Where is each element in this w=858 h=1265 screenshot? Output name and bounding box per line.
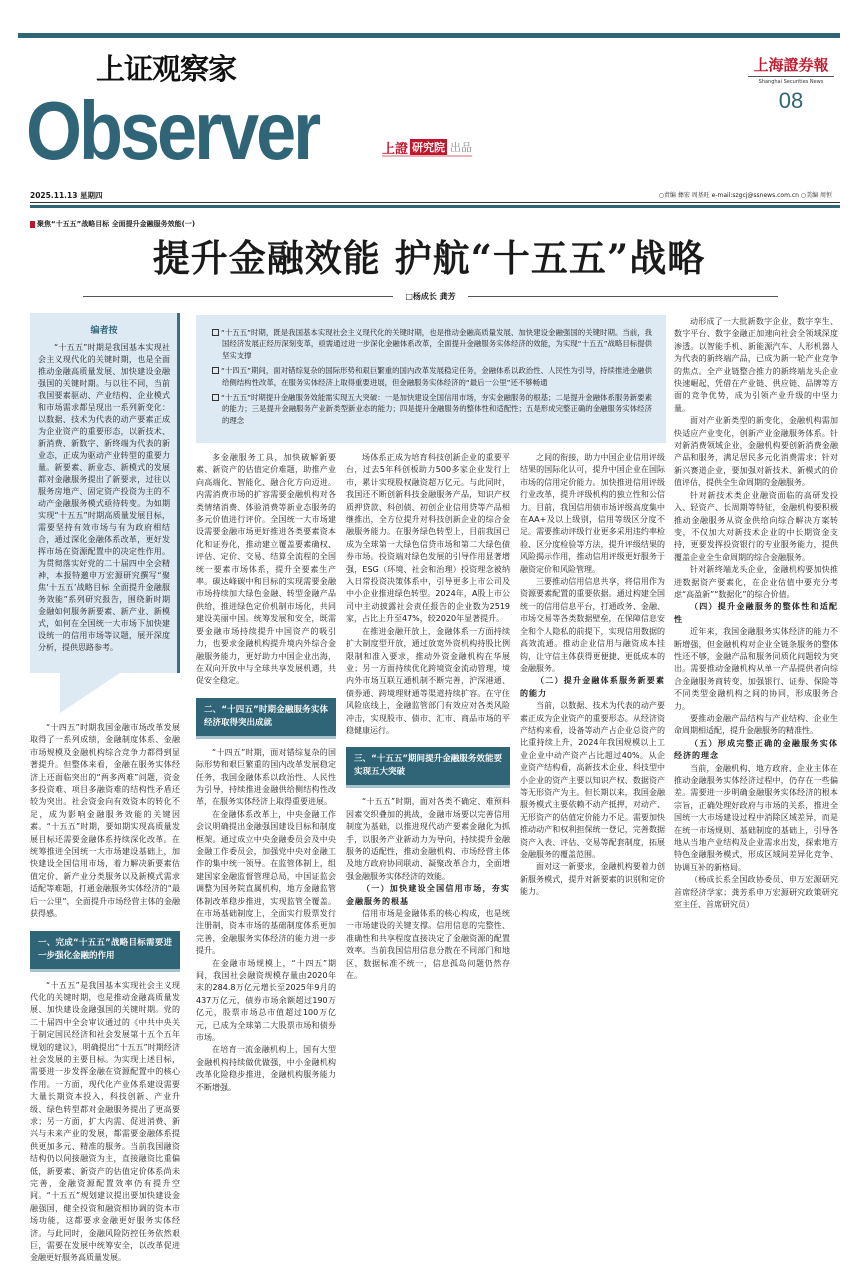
paragraph: “十五五”是我国基本实现社会主义现代化的关键时期，也是推动金融高质量发展、加快建设金融强国的关键时期。党的二十届四中全会审议通过的《中共中央关于制定国民经济和社会发展第十五个五年规划的建议》，明确提出“十五五”时期经济社会发展的主要目标。为实现上述目标，需要进一步发挥金融在资源配置中的核心作用。一方面，现代化产业体系建设需要大量长期资本投入，科技创新、产业升级、绿色转型都对金融服务提出了更高要求；另一方面，扩大内需、促进消费、新兴与未来产业的发展，都需要金融体系提供更加多元、精准的服务。当前我国融资结构仍以间接融资为主，直接融资比重偏低，新要素、新资产的估值定价体系尚未完善，金融资源配置效率仍有提升空间。“十五五”规划建议提出要加快建设金融强国，健全投资和融资相协调的资本市场功能，这都要求金融更好服务实体经济。与此同时，金融风险防控任务依然艰巨，需要在发展中统筹安全，以改革促进金融更好服务高质量发展。 xyxy=(30,980,180,1263)
publisher-logo: 上證 xyxy=(382,141,409,157)
kicker-text: 聚焦“十五五”战略目标 全面提升金融服务效能(一) xyxy=(37,220,196,228)
article-column-5 xyxy=(674,316,838,1240)
article-column-3 xyxy=(346,452,510,1240)
paragraph: 信用市场是金融体系的核心构成，也是统一市场建设的关键支撑。信用信息的完整性、准确性和共享程度直接决定了金融资源的配置效率。当前我国信用信息分散在不同部门和地区，数据标准不统一，信息孤岛问题仍然存在。 xyxy=(346,909,510,981)
speech-bubble-tail xyxy=(60,673,120,713)
paragraph: 针对新技术类企业融资面临的高研发投入、轻资产、长周期等特征，金融机构要积极推动金融服务从资金供给向综合解决方案转变，不仅加大对新技术企业的中长期资金支持，更要发挥投资银行的专业服务能力，提供覆盖企业全生命周期的综合金融服务。 xyxy=(674,490,838,562)
top-rule xyxy=(18,33,840,38)
editor-note xyxy=(30,313,180,673)
paragraph: 之间的衔接，助力中国企业信用评级结果的国际化认可，提升中国企业在国际市场的信用定价能力。加快推进信用评级行业改革，提升评级机构的独立性和公信力。目前，我国信用债市场评级高度集中在AA+及以上级别，信用等级区分度不足。需要推动评级行业更多采用违约率检验、区分度检验等方法，提升评级结果的风险揭示作用，推动信用评级更好服务于融资定价和风险管理。 xyxy=(520,453,665,574)
paragraph: 在培育一流金融机构上，国有大型金融机构持续做优做强，中小金融机构改革化险稳步推进，金融机构服务能力不断增强。 xyxy=(196,1045,336,1092)
paragraph: 要推动金融产品结构与产业结构、企业生命周期相适配，提升金融服务的精准性。 xyxy=(674,714,838,736)
paragraph: 多金融服务工具，加快破解新要素、新资产的估值定价难题，助推产业向高端化、智能化、融合化方向迈进。内需消费市场的扩容需要金融机构对各类情绪消费、体验消费等新业态服务的多元价值进行评价。全国统一大市场建设需要金融市场更好推进各类要素资本化和证券化，推动建立覆盖要素确权、评估、定价、交易、结算全流程的全国统一要素市场体系，提升全要素生产率。碳达峰碳中和目标的实现需要金融市场持续加大绿色金融、转型金融产品供给，推进绿色定价机制市场化，共同建设美丽中国。统筹发展和安全，既需要金融市场持续提升中国资产的吸引力，也要求金融机构提升境内外综合金融服务能力，更好助力中国企业出海，在双向开放中与全球共享发展机遇，共促安全稳定。 xyxy=(196,453,336,686)
paragraph: 动形成了一大批新数字企业，数字孪生、数字平台、数字金融正加速向社会全领域深度渗透。以智能手机、新能源汽车、人形机器人为代表的新终端产品，已成为新一轮产业竞争的焦点。全产业链整合推力的新终端龙头企业快速崛起，凭借在产业链、供应链、品牌等方面的竞争优势，成为引领产业升级的中坚力量。 xyxy=(674,317,838,413)
summary-item: “十四五”期间，面对错综复杂的国际形势和艰巨繁重的国内改革发展稳定任务，金融体系以政治性、人民性为引导，持续推进金融供给侧结构性改革，在服务实体经济上取得重要进展，但金融服务实体经济的“最后一公里”还不够畅通 xyxy=(212,365,652,388)
issue-date: 2025.11.13 星期四 xyxy=(30,191,103,200)
paragraph: 在金融体系改革上，中央金融工作会议明确提出金融强国建设目标和制度框架。通过成立中央金融委员会及中央金融工作委员会，加强党中央对金融工作的集中统一领导。在监管体制上，组建国家金融监督管理总局，中国证监会调整为国务院直属机构，地方金融监管体制改革稳步推进，实现监管全覆盖。在市场基础制度上，全面实行股票发行注册制，资本市场的基础制度体系更加完善，金融服务实体经济的能力进一步提升。 xyxy=(196,809,336,956)
page-number: 08 xyxy=(778,88,804,113)
author-bio: （杨成长系全国政协委员、申万宏源研究首席经济学家；龚芳系申万宏源研究政策研究室主任、首席研究员） xyxy=(674,875,838,910)
divider xyxy=(30,205,840,208)
subheading: （五）形成完整正确的金融服务实体经济的理念 xyxy=(674,738,838,761)
author-names: □杨成长 龚芳 xyxy=(405,292,456,301)
subheading: （四）提升金融服务的整体性和适配性 xyxy=(674,602,838,624)
newspaper-logo xyxy=(748,54,834,114)
editor-credits: ○责编 彝宏 周基旺 e-mail:szgcj@ssnews.com.cn ○美编 周恒 xyxy=(658,192,832,199)
paragraph: 在金融市场规模上，“十四五”期间，我国社会融资规模存量由2020年末的284.8万亿元增长至2025年9月的437万亿元，债券市场余额超过190万亿元，股票市场总市值超过100万亿元，已成为全球第二大股票市场和债券市场。 xyxy=(196,958,336,1043)
publisher-institute: 研究院 xyxy=(412,141,446,154)
red-square-icon xyxy=(30,221,35,228)
paragraph: 当前，金融机构、地方政府、企业主体在推动金融服务实体经济过程中，仍存在一些偏差。需要进一步明确金融服务实体经济的根本宗旨，正确处理好政府与市场的关系，推进全国统一大市场建设过程中消除区域差异，而是在统一市场规则、基础制度的基础上，引导各地从当地产业结构及企业需求出发，探索地方特色金融服务模式，形成区域间差异化竞争、协调互补的新格局。 xyxy=(674,763,838,872)
section-heading: 二、“十四五”时期金融服务实体经济取得突出成就 xyxy=(196,698,336,739)
summary-item: “十五五”时期，既是我国基本实现社会主义现代化的关键时期，也是推动金融高质量发展、加快建设金融强国的关键时期。当前，我国经济发展正经历深刻变革，亟需通过进一步深化金融体系改革，全面提升金融服务实体经济的效能，为实现“十五五”战略目标提供坚实支撑 xyxy=(212,327,652,361)
article-column-4 xyxy=(520,452,665,1240)
editor-note-title: 编者按 xyxy=(90,326,118,336)
summary-item: “十五五”时期提升金融服务效能需实现五大突破：一是加快建设全国信用市场，夯实金融服务的根基；二是提升金融体系服务新要素的能力；三是提升金融服务产业新类型新业态的能力；四是提升金融服务的整体性和适配性；五是形成完整正确的金融服务实体经济的理念 xyxy=(212,392,652,426)
paragraph: 面对产业新类型的新变化，金融机构需加快适应产业变化，创新产业金融服务体系。针对新消费领域企业，金融机构要创新消费金融产品和服务，满足居民多元化消费需求；针对新兴赛道企业，要加强对新技术、新模式的价值评估，提供全生命周期的金融服务。 xyxy=(674,416,838,488)
newspaper-name: 上海證券報 xyxy=(748,54,834,77)
series-kicker xyxy=(30,220,195,229)
section-title-en: Observer xyxy=(26,85,319,178)
publisher-produced: 出品 xyxy=(450,141,473,154)
article-column-2 xyxy=(196,452,336,1240)
paragraph: “十四五”时期，面对错综复杂的国际形势和艰巨繁重的国内改革发展稳定任务，我国金融体系以政治性、人民性为引导，持续推进金融供给侧结构性改革，在服务实体经济上取得重要进展。 xyxy=(196,747,336,807)
subheading: （二）提升金融体系服务新要素的能力 xyxy=(520,676,665,698)
section-heading: 一、完成“十五五”战略目标需要进一步强化金融的作用 xyxy=(30,931,180,972)
paragraph: 场体系正成为培育科技创新企业的重要平台，过去5年科创板助力500多家企业发行上市，累计实现股权融资超万亿元。与此同时，我国还不断创新科技金融服务产品，知识产权质押贷款、科创债、初创企业信用贷等产品相继推出，全方位提升对科技创新企业的综合金融服务能力。在服务绿色转型上，目前我国已成为全球第一大绿色信贷市场和第二大绿色债券市场。投资端对绿色发展的引导作用显著增强，ESG（环境、社会和治理）投资理念被纳入日常投资决策体系中，引导更多上市公司及中小企业推进绿色转型。2024年，A股上市公司中主动披露社会责任报告的企业数为2519家，占比上升至47%，较2020年显著提升。 xyxy=(346,453,510,624)
paragraph: “十五五”时期，面对各类不确定、难预料因素交织叠加的挑战，金融市场要以完善信用制度为基础，以推进现代动产要素金融化为抓手，以服务产业新动力为导向，持续提升金融服务的适配性，推动金融机构、市场经营主体及地方政府协同联动、凝聚改革合力，全面增强金融服务实体经济的效能。 xyxy=(346,797,510,881)
section-title-cn: 上证观察家 xyxy=(96,52,237,86)
paragraph: “十四五”时期我国金融市场改革发展取得了一系列成绩，金融制度体系、金融市场规模及金融机构综合竞争力都得到显著提升。但整体来看，金融在服务实体经济上还面临突出的“两多两难”问题，资金多投资难、项目多融资难的结构性矛盾还较为突出。社会资金向有效资本的转化不足，成为影响金融服务效能的关键因素。“十五五”时期，要如期实现高质量发展目标还需要金融体系持续深化改革。在统筹推进全国统一大市场建设基础上，加快建设全国信用市场，着力解决新要素估值定价、新产业分类服务以及新模式需求适配等难题，打通金融服务实体经济的“最后一公里”，全面提升市场经营主体的金融获得感。 xyxy=(30,723,180,919)
article-column-1 xyxy=(30,722,180,1263)
subheading: （一）加快建设全国信用市场，夯实金融服务的根基 xyxy=(346,884,510,906)
byline xyxy=(83,291,778,302)
headline: 提升金融效能 护航“十五五”战略 xyxy=(152,236,706,280)
paragraph: 三要推动信用信息共享，将信用作为资源要素配置的重要依据。通过构建全国统一的信用信息平台，打通政务、金融、市场交易等各类数据壁垒，在保障信息安全和个人隐私的前提下，实现信用数据的高效流通。推动企业信用与融资成本挂钩，让守信主体获得更便捷、更低成本的金融服务。 xyxy=(520,577,665,673)
section-heading: 三、“十五五”期间提升金融服务效能要实现五大突破 xyxy=(346,747,510,788)
newspaper-name-en: Shanghai Securities News xyxy=(758,79,824,85)
divider xyxy=(30,202,840,203)
publisher-mark xyxy=(382,139,472,157)
paragraph: 当前，以数据、技术为代表的动产要素正成为企业资产的重要形态。从经济资产结构来看，设备等动产占企业总资产的比重持续上升，2024年我国规模以上工业企业中动产资产占比超过40%。从企业资产结构看，高新技术企业、科技型中小企业的资产主要以知识产权、数据资产等无形资产为主。但长期以来，我国金融服务模式主要依赖不动产抵押，对动产、无形资产的估值定价能力不足。需要加快推动动产和权利担保统一登记，完善数据资产入表、评估、交易等配套制度，拓展金融服务的覆盖范围。 xyxy=(520,701,665,859)
summary-box xyxy=(196,315,666,443)
paragraph: 近年来，我国金融服务实体经济的能力不断增强，但金融机构对企业全链条服务的整体性还不够，金融产品和服务同质化问题较为突出。需要推动金融机构从单一产品提供者向综合金融服务商转变，加强银行、证券、保险等不同类型金融机构之间的协同，形成服务合力。 xyxy=(674,627,838,711)
paragraph: 面对这一新要求，金融机构要着力创新服务模式，提升对新要素的识别和定价能力。 xyxy=(520,862,665,897)
editor-note-text: “十五五”时期是我国基本实现社会主义现代化的关键时期，也是全面推动金融高质量发展、加快建设金融强国的关键时期。与以往不同，当前我国要素驱动、产业结构、企业模式和市场需求都呈现出一系列新变化：以数据、技术为代表的动产要素正成为企业资产的重要形态，以新技术、新消费、新数字、新终端为代表的新业态，正成为驱动产业转型的重要力量。新要素、新业态、新模式的发展都对金融服务提出了新要求，过往以服务房地产、固定资产投资为主的不动产金融服务模式亟待转变。为如期实现“十五五”时期高质量发展目标，需要坚持有效市场与有为政府相结合，通过深化金融体系改革，更好发挥市场在资源配置中的决定性作用。为贯彻落实好党的二十届四中全会精神，本报特邀申万宏源研究撰写“聚焦‘十五五’战略目标 全面提升金融服务效能”系列研究报告，围绕新时期金融如何服务新要素、新产业、新模式，如何在全国统一大市场下加快建设统一的信用市场等议题，展开深度分析，提供思路参考。 xyxy=(38,343,170,652)
paragraph: 针对新终端龙头企业，金融机构要加快推进数据资产要素化，在企业估值中要充分考虑“高盈新”“数据化”的综合价值。 xyxy=(674,565,838,599)
paragraph: 在推进金融开放上，金融体系一方面持续扩大制度型开放，通过放宽外资机构持股比例限制和准入要求，推动外资金融机构在华展业；另一方面持续优化跨境资金流动管理，境内外市场互联互通机制不断完善，沪深港通、债券通、跨境理财通等渠道持续扩容。在守住风险底线上，金融监管部门有效应对各类风险冲击，实现股市、债市、汇市、商品市场的平稳健康运行。 xyxy=(346,626,510,735)
